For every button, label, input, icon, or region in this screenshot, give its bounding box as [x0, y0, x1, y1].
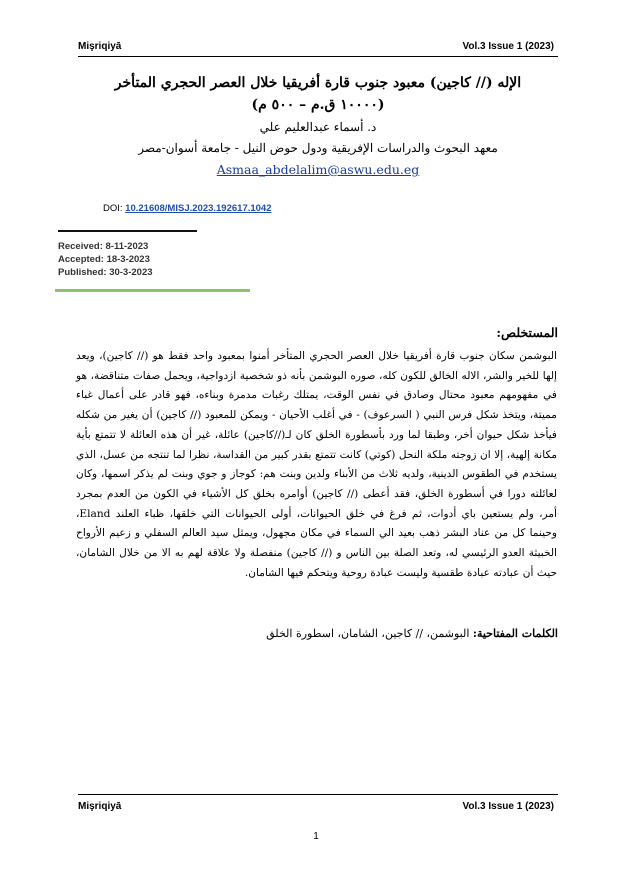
received-date: Received: 8-11-2023: [58, 241, 149, 252]
header-rule: [78, 56, 558, 57]
page-number: 1: [313, 831, 319, 842]
author-affiliation: معهد البحوث والدراسات الإفريقية ودول حوض النيل - جامعة أسوان-مصر: [138, 141, 498, 155]
accepted-date: Accepted: 18-3-2023: [58, 254, 150, 265]
author-name: د. أسماء عبدالعليم علي: [259, 120, 377, 134]
keywords-value: البوشمن، // كاجين، الشامان، اسطورة الخلق: [266, 627, 470, 640]
abstract-body: البوشمن سكان جنوب قارة أفريقيا خلال العصر الحجري المتأخر أمنوا بمعبود واحد فقط هو (// كاجين)، ويعد إلها للخير والشر، الاله الخالق للكون كله، صوره البوشمن بأنه ذو شخصية ازدواجية، ويحمل صفات متناقضة، هو في مفهومهم معبود محتال وصادق في نفس الوقت، يمتلك رغبات مدمرة وبناءه، فهو قادر على أعمال غباء مميتة، ويتخذ شكل فرس النبي ( السرعوف) - في أغلب الأحيان - ويمكن للمعبود (// كاجين) أن يغير من شكله فيأخذ شكل حيوان أخر، وطبقا لما ورد بأسطورة الخلق كان لـ(//كاجين) عائلة، غير أن هذه العائلة لا تتمتع بأية مكانة إلهية، إلا ان زوجته ملكة النحل (كوتي) كانت تتمتع بقدر كبير من القداسة، نظرا لما تنتجه من عسل، الذي يستخدم في الطقوس الدينية، ولديه ثلاث من الأبناء ولدين وبنت هم: كوجاز و جوي وبنت لم يذكر اسمها، وكان لعائلته دورا في أسطورة الخلق، فقد أعطى (// كاجين) أوامره بخلق كل الأشياء في الكون من العدم بمجرد أمر، ولم يستعين باي أدوات، ثم فرغ في خلق الحيوانات، أولى الحيوانات التي خلقها، ظباء العلند Eland، وحينما كل من عناد البشر ذهب بعيد الي السماء في مكان مجهول، ويمثل سيد العالم السفلي و زعيم الأرواح الخبيثة العدو الرئيسي له، وتعد الصلة بين الناس و (// كاجين) منفصلة ولا علاقة لهم به الا من خلال الشامان، حيث أن عبادته عبادة طقسية وليست عبادة روحية ويتحكم فيها الشامان.: [76, 350, 557, 579]
dates-block: [58, 240, 153, 279]
footer-volume-info: Vol.3 Issue 1 (2023): [462, 801, 554, 812]
doi-label: DOI:: [103, 203, 123, 214]
published-date: Published: 30-3-2023: [58, 267, 153, 278]
dates-bottom-bar: [55, 289, 250, 292]
dates-top-bar: [58, 230, 197, 232]
volume-info: Vol.3 Issue 1 (2023): [462, 41, 554, 52]
article-period: (١٠٠٠٠ ق.م – ٥٠٠ م): [251, 97, 385, 113]
footer-journal-name: Mişriqiyā: [78, 801, 122, 812]
keywords-label: الكلمات المفتاحية:: [472, 627, 558, 640]
abstract-heading: المستخلص:: [496, 325, 558, 340]
footer-rule: [78, 794, 558, 795]
journal-name: Mişriqiyā: [78, 41, 122, 52]
author-email[interactable]: Asmaa_abdelalim@aswu.edu.eg: [216, 162, 420, 177]
doi-link[interactable]: 10.21608/MISJ.2023.192617.1042: [125, 203, 272, 214]
article-title: الإله (// كاجين) معبود جنوب قارة أفريقيا خلال العصر الحجري المتأخر: [114, 75, 522, 91]
doi-line: [103, 203, 272, 214]
keywords-line: [266, 627, 558, 640]
